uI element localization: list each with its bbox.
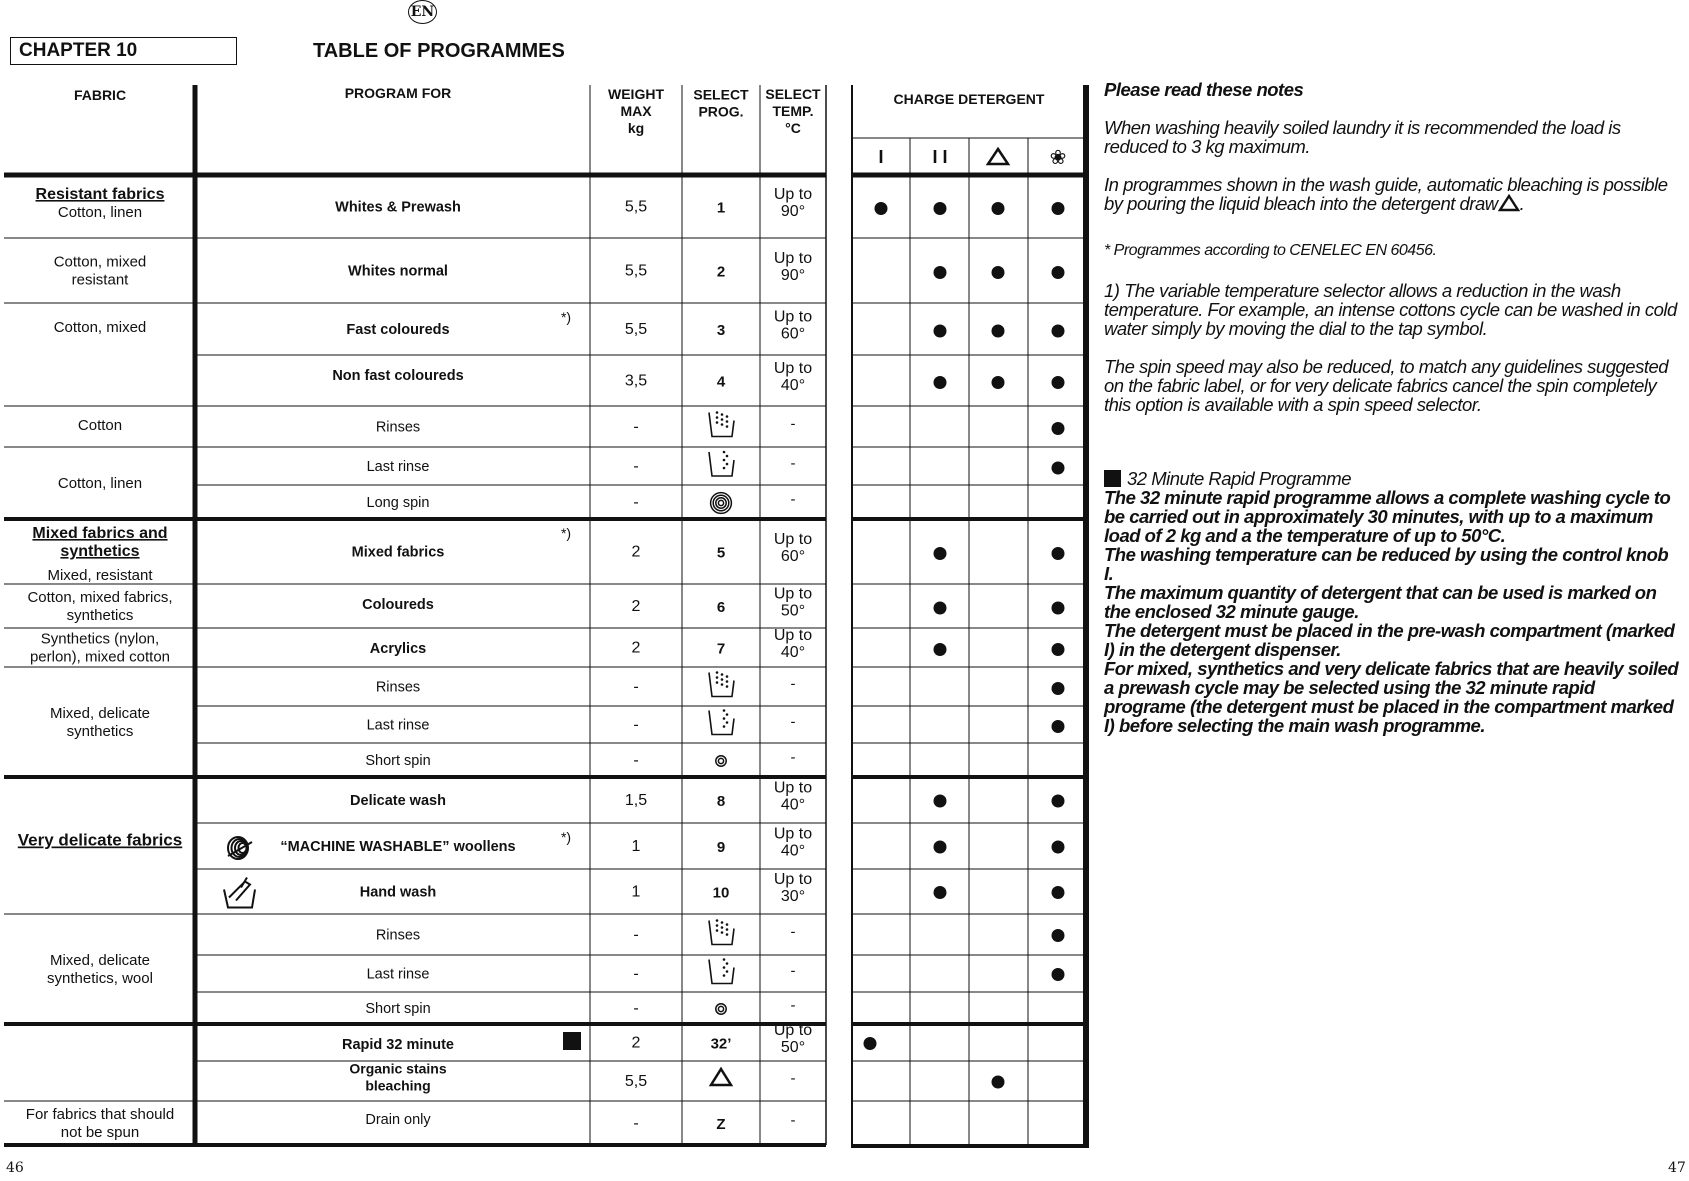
rinse-icon [716,671,719,674]
program-number: 10 [712,884,730,902]
weight-value: - [633,965,639,983]
fabric-group-label: Mixed, delicate [49,952,151,969]
temperature-value: 60° [780,548,806,565]
detergent-dot [934,795,947,808]
temperature-value: - [790,713,796,731]
fabric-group-label: perlon), mixed cotton [29,648,171,666]
program-name: Non fast coloureds [332,368,464,384]
rinse-icon [726,675,729,678]
detergent-dot [1052,682,1065,695]
rinse-icon [716,416,719,419]
rinse-icon [726,425,729,428]
fabric-group-title: Resistant fabrics [35,186,165,203]
rapid-body-3: The maximum quantity of detergent that can be used is marked on the enclosed 32 minute gauge. [1104,582,1657,622]
temperature-value: 90° [780,203,806,220]
temperature-value: Up to [773,531,813,548]
footnote-star: *) [560,525,572,541]
program-name: Long spin [366,495,430,511]
temperature-value: - [790,1112,796,1129]
program-number: 4 [716,373,726,391]
notes-panel [1104,80,1679,735]
temperature-value: 90° [780,267,806,284]
rinse-icon [721,921,724,924]
temperature-value: Up to [773,585,813,603]
temperature-value: - [790,455,796,472]
temperature-value: 40° [780,644,806,661]
program-number: 9 [716,839,726,856]
program-number: 3 [716,322,726,339]
rinse-icon [716,676,719,679]
temperature-value: - [790,923,796,941]
program-number: Z [716,1116,726,1133]
compartment-II-icon: I I [932,147,948,167]
program-name: Organic stains [349,1060,447,1077]
program-name: Fast coloureds [346,322,450,338]
rinse-icon [721,683,724,686]
page-number-right: 47 [1668,1160,1686,1176]
rapid-body-4: The detergent must be placed in the pre-wash compartment (marked I) in the detergent dispenser. [1104,620,1675,660]
note-load: When washing heavily soiled laundry it is recommended the load is reduced to 3 kg maximum. [1104,117,1621,157]
fabric-group-label: Cotton, linen [57,475,143,492]
program-name: Whites & Prewash [335,199,461,216]
detergent-dot [1052,720,1065,733]
detergent-dot [992,325,1005,338]
temperature-value: - [790,962,796,980]
select-temp-header: TEMP. [772,103,814,119]
rinse-icon [716,919,719,922]
rapid-square-icon [1104,470,1121,487]
rinse-icon [726,680,729,683]
bleach-triangle-icon [1498,194,1520,212]
program-name: Delicate wash [350,793,446,809]
chapter-label: CHAPTER 10 [10,37,237,65]
program-name: Rinses [375,419,421,436]
weight-value: 2 [631,543,641,561]
fabric-group-label: synthetics [66,723,134,740]
weight-value: 5,5 [624,1073,648,1090]
last-rinse-icon [723,966,726,969]
last-rinse-icon [723,709,726,712]
hand-wash-icon [229,878,250,901]
program-name: Short spin [365,753,431,769]
detergent-dot [1052,929,1065,942]
weight-value: 1,5 [624,792,648,809]
rinse-icon [716,681,719,684]
fabric-group-label: Synthetics (nylon, [40,630,160,648]
detergent-dot [934,325,947,338]
temperature-value: - [790,997,796,1014]
program-name: Last rinse [366,459,430,475]
weight-value: 1 [631,838,641,855]
last-rinse-icon [723,451,726,454]
last-rinse-icon [723,725,726,728]
weight-value: 1 [631,883,641,901]
rinse-icon [726,933,729,936]
detergent-dot [1052,643,1065,656]
rinse-icon [721,413,724,416]
last-rinse-icon [709,960,734,984]
softener-flower-icon: ❀ [1049,147,1067,169]
last-rinse-icon [723,467,726,470]
fabric-group-label: synthetics [66,607,134,624]
rinse-icon [726,923,729,926]
weight-value: - [633,926,639,944]
detergent-dot [1052,202,1065,215]
temperature-value: 50° [780,1039,806,1056]
rinse-icon [721,678,724,681]
weight-value: - [633,1000,639,1017]
rapid-heading: 32 Minute Rapid Programme [1104,469,1679,488]
fabric-group-label: Cotton, mixed fabrics, [27,589,173,606]
temperature-value: Up to [773,186,813,203]
weight-value: 5,5 [624,262,648,280]
program-name: Last rinse [366,717,430,734]
bleach-triangle-icon [711,1069,731,1085]
fabric-group-label: resistant [71,271,129,289]
last-rinse-icon [709,452,734,476]
temperature-value: Up to [773,250,813,267]
note-temperature: 1) The variable temperature selector allows a reduction in the wash temperature. For example, an intense cottons cycle can be washed in cold water simply by moving the dial to the tap symbol. [1104,280,1677,339]
fabric-group-label: Cotton [77,417,123,434]
temperature-value: Up to [773,360,813,377]
program-name: Mixed fabrics [351,544,445,561]
page-title: TABLE OF PROGRAMMES [313,40,565,62]
detergent-dot [875,202,888,215]
last-rinse-icon [726,721,729,724]
select-prog-header: SELECT [693,86,749,103]
program-number: 2 [716,263,726,281]
fabric-group-label: Cotton, mixed [53,319,147,336]
rinse-icon [716,929,719,932]
program-name: “MACHINE WASHABLE” woollens [280,839,516,855]
rinse-icon [726,685,729,688]
program-number: 1 [716,199,726,217]
temperature-value: - [790,415,796,433]
weight-value: - [633,716,639,734]
detergent-dot [992,376,1005,389]
temperature-value: - [790,749,796,766]
program-name: Whites normal [348,263,448,280]
weight-value: - [633,418,639,436]
last-rinse-icon [726,713,729,716]
footnote-star: *) [560,309,572,325]
detergent-dot [1052,795,1065,808]
temperature-value: 40° [780,796,806,814]
footnote-star: *) [560,829,572,845]
detergent-dot [1052,266,1065,279]
program-name: Drain only [365,1112,431,1128]
weight-header: MAX [620,103,652,119]
program-name: Hand wash [359,884,437,901]
detergent-dot [934,602,947,615]
long-spin-icon [716,498,726,508]
detergent-dot [934,547,947,560]
weight-header: kg [627,120,645,136]
temperature-value: 40° [780,377,806,394]
detergent-dot [1052,422,1065,435]
program-name: Coloureds [362,597,434,613]
program-number: 6 [716,599,726,616]
detergent-dot [1052,376,1065,389]
program-name: Rapid 32 minute [342,1037,454,1053]
detergent-dot [1052,602,1065,615]
detergent-dot [934,886,947,899]
note-cenelec: * Programmes according to CENELEC EN 60456. [1104,242,1437,259]
weight-value: 5,5 [624,321,648,338]
detergent-dot [1052,462,1065,475]
detergent-dot [1052,547,1065,560]
short-spin-icon [716,1004,726,1014]
rinse-icon [726,928,729,931]
last-rinse-icon [723,958,726,961]
last-rinse-icon [726,463,729,466]
rapid-body-2: The washing temperature can be reduced by using the control knob I. [1104,544,1669,584]
short-spin-icon [718,1006,723,1011]
rinse-icon [721,931,724,934]
note-bleach: In programmes shown in the wash guide, automatic bleaching is possible by pouring the liquid bleach into the detergent draw . [1104,174,1668,214]
fabric-group-label: For fabrics that should [25,1106,175,1123]
program-name: bleaching [365,1077,431,1094]
detergent-dot [934,841,947,854]
weight-value: 2 [631,1034,641,1052]
last-rinse-icon [723,459,726,462]
temperature-value: Up to [773,627,813,644]
temperature-value: - [790,1070,796,1087]
detergent-dot [864,1037,877,1050]
rinse-icon [716,411,719,414]
detergent-dot [934,202,947,215]
short-spin-icon [718,758,723,763]
fabric-group-label: Cotton, mixed [53,253,147,271]
rinse-icon [716,421,719,424]
rapid-square-icon [563,1032,581,1050]
last-rinse-icon [726,962,729,965]
weight-value: - [633,458,639,475]
fabric-group-title: Mixed fabrics and [32,525,168,542]
weight-value: - [633,678,639,696]
temperature-value: Up to [773,308,813,326]
weight-value: 2 [631,598,641,615]
fabric-group-label: synthetics, wool [47,970,153,987]
weight-value: 3,5 [624,372,648,390]
rinse-icon [716,924,719,927]
program-number: 8 [716,793,726,810]
temperature-value: - [790,491,796,508]
program-name: Rinses [375,679,421,696]
temperature-value: 60° [780,325,806,343]
weight-value: - [633,1115,639,1132]
temperature-value: Up to [773,1022,813,1039]
detergent-dot [992,1076,1005,1089]
compartment-I-icon: I [878,147,884,167]
program-for-header: PROGRAM FOR [344,85,452,101]
note-spin: The spin speed may also be reduced, to match any guidelines suggested on the fabric label, or for very delicate fabrics cancel the spin completely this option is available with a spin speed selector. [1104,356,1669,415]
program-number: 5 [716,544,726,562]
weight-value: - [633,494,639,511]
temperature-value: 40° [780,842,806,860]
temperature-value: 30° [780,888,806,905]
weight-value: 2 [631,639,641,657]
program-name: Rinses [375,927,421,944]
fabric-group-label: not be spun [60,1124,140,1141]
last-rinse-icon [723,974,726,977]
rinse-icon [726,415,729,418]
last-rinse-icon [726,970,729,973]
bleach-triangle-icon [988,149,1008,164]
short-spin-icon [716,756,726,766]
detergent-dot [1052,325,1065,338]
last-rinse-icon [723,717,726,720]
fabric-group-sub: Mixed, resistant [47,567,153,584]
detergent-dot [992,202,1005,215]
charge-detergent-header: CHARGE DETERGENT [893,91,1045,107]
program-name: Last rinse [366,966,430,983]
fabric-group-title: synthetics [60,543,140,560]
fabric-group-sub: Cotton, linen [57,204,143,221]
temperature-value: Up to [773,779,813,797]
weight-value: - [633,752,639,769]
language-badge: EN [408,0,437,24]
detergent-dot [934,376,947,389]
program-name: Short spin [365,1001,431,1017]
program-name: Acrylics [369,641,427,657]
select-prog-header: PROG. [698,103,744,120]
detergent-dot [1052,968,1065,981]
rinse-icon [721,673,724,676]
weight-value: 5,5 [624,198,648,216]
hand-wash-icon [224,890,255,908]
page-number-left: 46 [6,1160,24,1176]
fabric-group-title: Very delicate fabrics [17,830,183,850]
temperature-value: Up to [773,825,813,843]
temperature-value: - [790,675,796,693]
long-spin-icon [718,500,723,505]
notes-heading: Please read these notes [1104,79,1304,100]
rinse-icon [726,420,729,423]
rinse-icon [721,418,724,421]
detergent-dot [1052,886,1065,899]
fabric-group-label: Mixed, delicate [49,705,151,722]
detergent-dot [934,266,947,279]
detergent-dot [934,643,947,656]
rinse-icon [721,423,724,426]
weight-header: WEIGHT [608,86,664,102]
fabric-header: FABRIC [73,87,127,103]
last-rinse-icon [726,455,729,458]
detergent-dot [992,266,1005,279]
select-temp-header: SELECT [765,86,821,102]
program-number: 32’ [710,1035,732,1053]
detergent-dot [1052,841,1065,854]
select-temp-header: °C [785,120,801,136]
rapid-body-1: The 32 minute rapid programme allows a complete washing cycle to be carried out in approximately 30 minutes, with up to a maximum load of 2 kg and a the temperature of up to 50°C. [1104,487,1671,546]
temperature-value: Up to [773,871,813,888]
rapid-body-5: For mixed, synthetics and very delicate fabrics that are heavily soiled a prewash cycle may be selected using the 32 minute rapid programe (the detergent must be placed in the compartment marked I) before selecting the main wash programme. [1104,658,1679,736]
last-rinse-icon [709,711,734,735]
rinse-icon [721,926,724,929]
program-number: 7 [716,640,726,658]
temperature-value: 50° [780,602,806,620]
